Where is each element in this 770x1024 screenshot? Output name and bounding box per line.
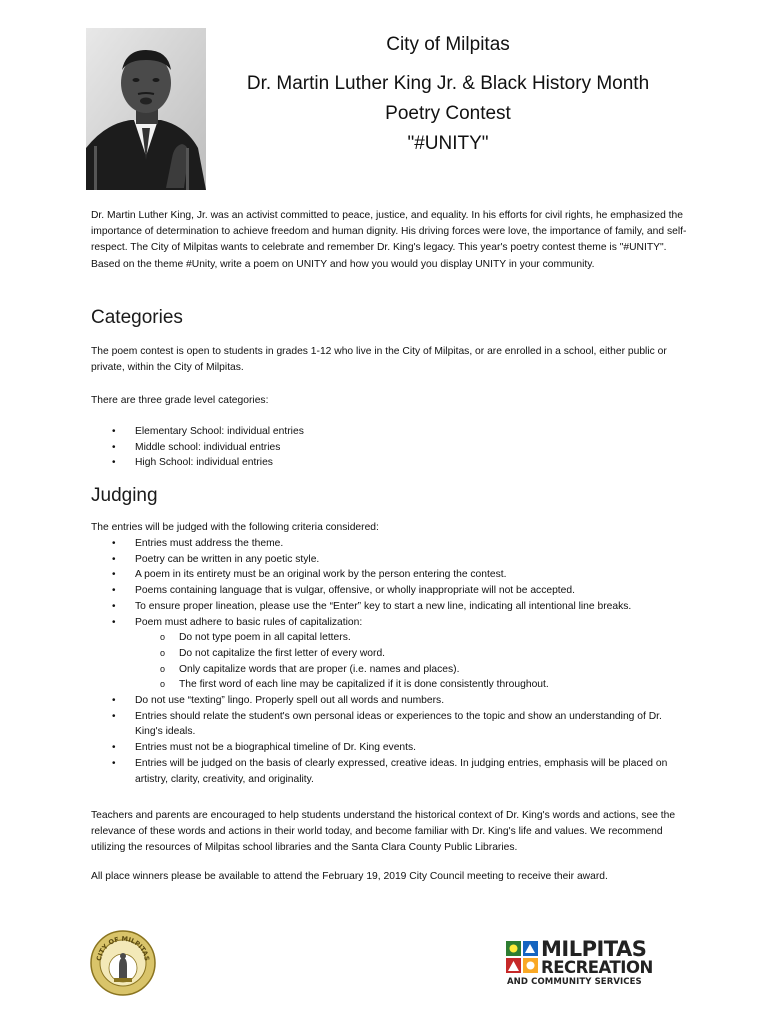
intro-paragraph: Dr. Martin Luther King, Jr. was an activist committed to peace, justice, and equality. In his efforts for civil rights, he emphasized the importance of determination to achieve freedom and human dignity. His driving forces were love, the importance of family, and self-respect. The City of Milpitas wants to celebrate and remember Dr. King's legacy. This year's poetry contest theme is "#UNITY". Based on the theme #Unity, write a poem on UNITY and how you would you display UNITY in your community. (91, 210, 687, 270)
award-notice: All place winners please be available to attend the February 19, 2019 City Council meeting to receive their award. (91, 871, 608, 882)
seal-text: CITY OF MILPITAS (95, 934, 151, 962)
list-item: • Entries must address the theme. (91, 536, 679, 552)
list-item: • Do not use “texting” lingo. Properly spell out all words and numbers. (91, 693, 679, 709)
categories-intro: There are three grade level categories: (91, 395, 269, 406)
list-item: • Middle school: individual entries (91, 440, 679, 456)
categories-list (91, 424, 679, 471)
document-subtitle: Poetry Contest (385, 103, 511, 124)
categories-eligibility: The poem contest is open to students in grades 1-12 who live in the City of Milpitas, or are enrolled in a school, either public or private, within the City of Milpitas. (91, 346, 667, 373)
list-item: • Elementary School: individual entries (91, 424, 679, 440)
document-title: Dr. Martin Luther King Jr. & Black History Month (246, 73, 650, 94)
closing-paragraph: Teachers and parents are encouraged to help students understand the historical context of Dr. King's words and actions, see the relevance of these words and actions in their world today, and become familiar with Dr. King's life and values. We recommend utilizing the resources of Milpitas school libraries and the Santa Clara County Public Libraries. (91, 810, 676, 853)
recreation-icons (505, 940, 539, 974)
sub-list-item: o Do not type poem in all capital letters. (135, 630, 679, 646)
categories-heading: Categories (91, 307, 183, 328)
list-item: • Entries will be judged on the basis of clearly expressed, creative ideas. In judging entries, emphasis will be placed on artistry, clarity, creativity, and originality. (91, 756, 679, 787)
rec-logo-line1: MILPITAS (541, 937, 647, 961)
sub-list-item: o Do not capitalize the first letter of every word. (135, 646, 679, 662)
list-item: • A poem in its entirety must be an original work by the person entering the contest. (91, 567, 679, 583)
rec-logo-line3: AND COMMUNITY SERVICES (507, 977, 642, 987)
judging-criteria-list (91, 536, 679, 787)
city-seal-logo (90, 930, 156, 996)
list-item: • Poetry can be written in any poetic style. (91, 552, 679, 568)
sub-list-item: o Only capitalize words that are proper (i.e. names and places). (135, 662, 679, 678)
list-item: • Entries should relate the student's own personal ideas or experiences to the topic and show an understanding of Dr. King's ideals. (91, 709, 679, 740)
capitalization-rules (135, 630, 679, 693)
list-item: • Entries must not be a biographical timeline of Dr. King events. (91, 740, 679, 756)
sub-list-item: o The first word of each line may be capitalized if it is done consistently throughout. (135, 677, 679, 693)
contest-theme: "#UNITY" (407, 133, 489, 154)
list-item: • To ensure proper lineation, please use the “Enter” key to start a new line, indicating all intentional line breaks. (91, 599, 679, 615)
judging-intro: The entries will be judged with the following criteria considered: (91, 522, 379, 533)
judging-heading: Judging (91, 485, 158, 506)
list-item: • High School: individual entries (91, 455, 679, 471)
list-item: • Poems containing language that is vulgar, offensive, or wholly inappropriate will not be accepted. (91, 583, 679, 599)
recreation-logo (505, 937, 665, 990)
list-item (91, 615, 679, 694)
rec-logo-line2: RECREATION (541, 958, 653, 977)
city-title: City of Milpitas (386, 34, 510, 55)
mlk-photo (86, 28, 206, 190)
capitalization-heading: Poem must adhere to basic rules of capitalization: (135, 616, 363, 628)
